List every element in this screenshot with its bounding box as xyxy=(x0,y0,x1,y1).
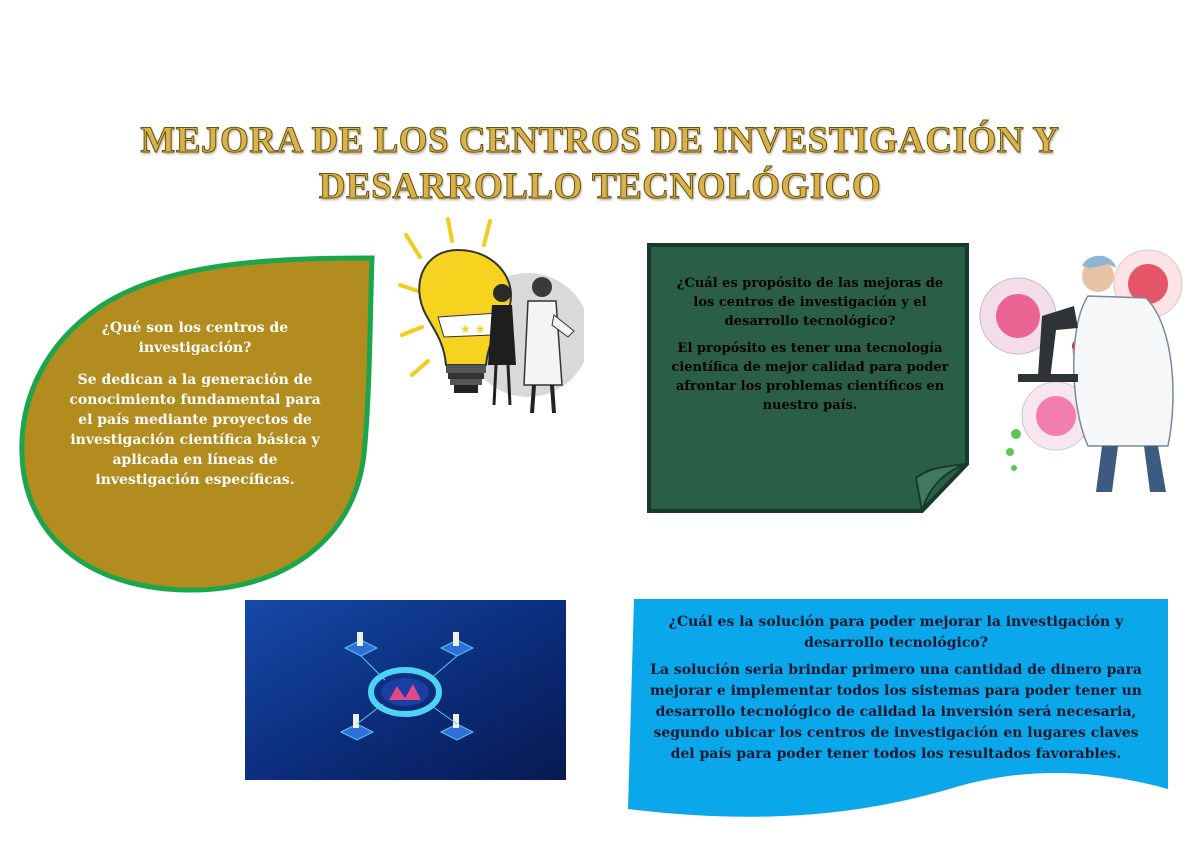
wave-answer: La solución seria brindar primero una cantidad de dinero para mejorar e implementar todos los sistemas para poder tener un desarrollo tecnológico de calidad la inversión será necesaria, segundo ubicar los centros de investigación en lugares claves del país para poder tener todos los resultados favorables. xyxy=(650,662,1142,762)
leaf-text-block xyxy=(60,318,330,502)
wave-text-block xyxy=(640,612,1152,771)
title-line-1: MEJORA DE LOS CENTROS DE INVESTIGACIÓN Y xyxy=(140,120,1060,161)
svg-text:★ ★: ★ ★ xyxy=(460,322,486,336)
note-question: ¿Cuál es propósito de las mejoras de los centros de investigación y el desarrollo tecnológico? xyxy=(676,276,944,329)
leaf-answer: Se dedican a la generación de conocimiento fundamental para el país mediante proyectos de investigación científica básica y aplicada en líneas de investigación específicas. xyxy=(69,372,321,488)
leaf-question: ¿Qué son los centros de investigación? xyxy=(101,320,289,356)
lightbulb-scientists-illustration xyxy=(398,215,584,420)
title-line-2: DESARROLLO TECNOLÓGICO xyxy=(318,166,882,207)
wave-question: ¿Cuál es la solución para poder mejorar la investigación y desarrollo tecnológico? xyxy=(668,614,1124,651)
note-answer: El propósito es tener una tecnología científica de mejor calidad para poder afrontar los problemas científicos en nuestro país. xyxy=(671,341,949,413)
note-text-block xyxy=(668,274,952,423)
page-title xyxy=(0,118,1200,210)
technology-isometric-illustration xyxy=(245,600,566,780)
scientist-microscope-illustration xyxy=(978,246,1190,498)
